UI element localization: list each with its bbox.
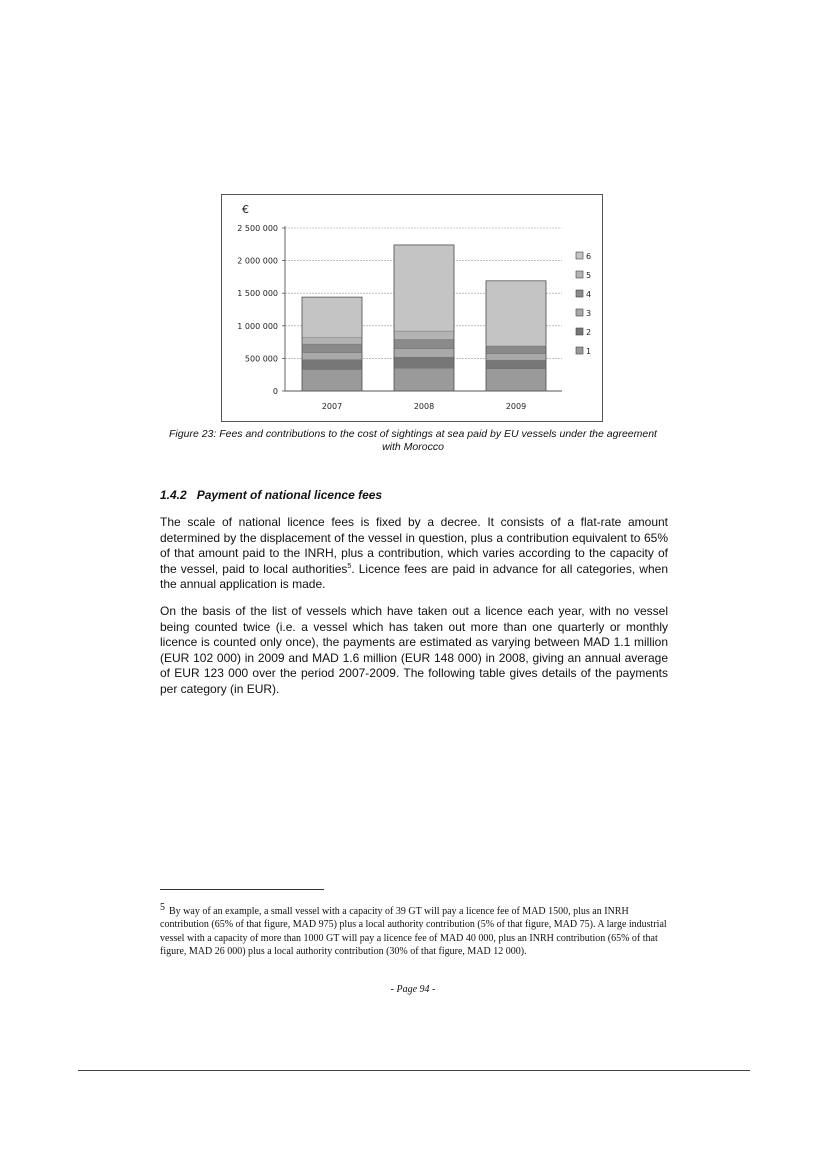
- paragraph-text: . Licence fees are paid in advance for all categories, when the annual application is made.: [160, 561, 668, 592]
- bar-segment-4: [302, 344, 362, 352]
- legend-label: 1: [586, 347, 592, 356]
- legend-swatch: [576, 290, 583, 297]
- bar-segment-1: [394, 368, 454, 391]
- section-heading: [160, 488, 382, 502]
- page-number: - Page 94 -: [390, 984, 436, 995]
- legend-swatch: [576, 309, 583, 316]
- bar-segment-1: [486, 369, 546, 391]
- section-title: Payment of national licence fees: [196, 488, 383, 502]
- footnote: [160, 901, 680, 959]
- footnote-marker: 5: [160, 902, 165, 913]
- bar-segment-6: [394, 245, 454, 331]
- y-axis-unit-label: €: [242, 203, 249, 216]
- x-tick-label: 2008: [413, 402, 435, 411]
- bar-segment-3: [302, 353, 362, 360]
- y-tick-label: 1 000 000: [237, 321, 278, 331]
- paragraph-payments: On the basis of the list of vessels which have taken out a licence each year, with no vessel being counted twice (i.e. a vessel which has taken out more than one quarterly or monthly licence is counted only once), the payments are estimated as varying between MAD 1.1 million (EUR 102 000) in 2009 and MAD 1.6 million (EUR 148 000) in 2008, giving an annual average of EUR 123 000 over the period 2007-2009. The following table gives details of the payments per category (in EUR).: [160, 604, 668, 696]
- legend-swatch: [576, 252, 583, 259]
- x-tick-label: 2007: [321, 402, 343, 411]
- bar-segment-2: [302, 360, 362, 370]
- bar-segment-5: [394, 331, 454, 339]
- footnote-reference[interactable]: 5: [347, 562, 352, 570]
- bar-segment-1: [302, 369, 362, 391]
- legend-label: 5: [586, 271, 592, 280]
- bar-segment-4: [486, 346, 546, 354]
- stacked-bar-chart: [221, 194, 603, 422]
- bar-segment-5: [302, 338, 362, 345]
- paragraph-licence-scale: [160, 515, 668, 593]
- legend-swatch: [576, 347, 583, 354]
- bar-segment-3: [394, 349, 454, 357]
- x-tick-label: 2009: [505, 402, 527, 411]
- bar-segment-2: [394, 357, 454, 368]
- paragraph-text: The scale of national licence fees is fixed by a decree. It consists of a flat-rate amount determined by the displacement of the vessel in question, plus a contribution equivalent to 65% of that amount paid to the INRH, plus a contribution, which varies according to the capacity of the vessel, paid to local authorities: [160, 515, 668, 576]
- y-tick-label: 0: [272, 387, 278, 396]
- bottom-divider: [78, 1070, 750, 1071]
- legend-label: 2: [586, 328, 592, 337]
- bar-segment-6: [302, 297, 362, 337]
- y-tick-label: 500 000: [244, 354, 278, 364]
- section-number: 1.4.2: [160, 488, 187, 502]
- legend-swatch: [576, 328, 583, 335]
- footnote-divider: [160, 889, 324, 890]
- bar-segment-4: [394, 339, 454, 348]
- bar-segment-3: [486, 354, 546, 361]
- legend-label: 3: [586, 309, 592, 318]
- figure-caption: Figure 23: Fees and contributions to the cost of sightings at sea paid by EU vessels under the agreement with Morocco: [169, 428, 657, 453]
- legend-label: 6: [586, 252, 592, 261]
- footnote-text: By way of an example, a small vessel with a capacity of 39 GT will pay a licence fee of MAD 1500, plus an INRH contribution (65% of that figure, MAD 975) plus a local authority contribution (5% of that figure, MAD 75). A large industrial vessel with a capacity of more than 1000 GT will pay a licence fee of MAD 40 000, plus an INRH contribution (65% of that figure, MAD 26 000) plus a local authority contribution (30% of that figure, MAD 12 000).: [160, 906, 667, 958]
- y-tick-label: 2 000 000: [237, 256, 278, 266]
- legend-label: 4: [586, 290, 592, 299]
- legend-swatch: [576, 271, 583, 278]
- y-tick-label: 1 500 000: [237, 289, 278, 299]
- bar-segment-6: [486, 281, 546, 346]
- y-tick-label: 2 500 000: [237, 224, 278, 233]
- chart-canvas: [222, 195, 602, 421]
- bar-segment-2: [486, 360, 546, 368]
